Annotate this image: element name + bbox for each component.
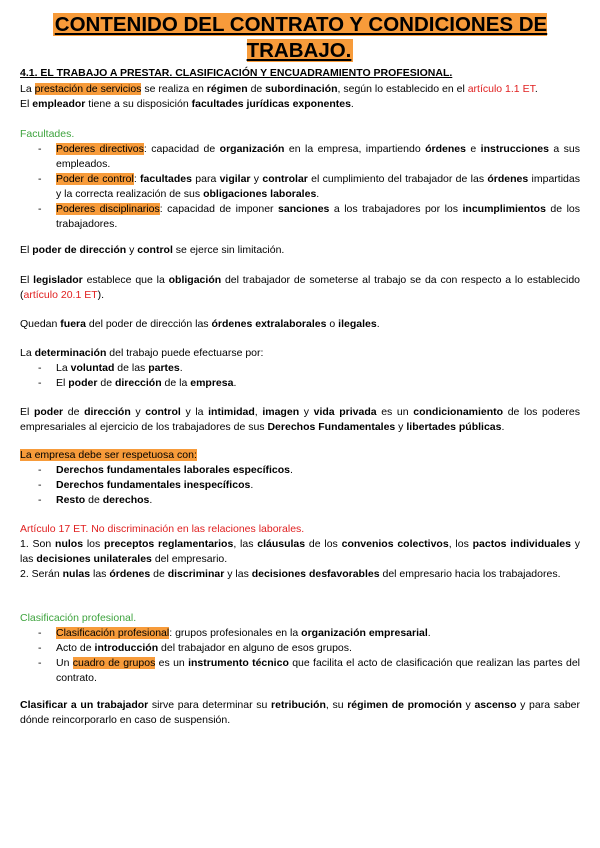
determinacion-paragraph: La determinación del trabajo puede efectuarse por:: [20, 347, 264, 359]
section-heading: 4.1. EL TRABAJO A PRESTAR. CLASIFICACIÓN Y ENCUADRAMIENTO PROFESIONAL.: [20, 67, 453, 79]
list-item: - Poder de control: facultades para vigilar y controlar el cumplimiento del trabajador de las órdenes impartidas y la correcta realización de sus obligaciones laborales.: [38, 173, 580, 200]
list-item: - Derechos fundamentales laborales específicos.: [38, 464, 293, 476]
articulo17-point-2: 2. Serán nulas las órdenes de discriminar y las decisiones desfavorables del empresario hacia los trabajadores.: [20, 568, 561, 580]
respetuosa-list: [20, 463, 580, 508]
list-item: - Clasificación profesional: grupos profesionales en la organización empresarial.: [38, 627, 431, 639]
intimidad-paragraph: El poder de dirección y control y la intimidad, imagen y vida privada es un condicionamiento de los poderes empresariales al ejercicio de los trabajadores de sus Derechos Fundamentales y libertades públicas.: [20, 406, 580, 433]
list-item: - Un cuadro de grupos es un instrumento técnico que facilita el acto de clasificación que realizan las partes del contrato.: [38, 657, 580, 684]
list-item: - El poder de dirección de la empresa.: [38, 377, 237, 389]
articulo17-point-1: 1. Son nulos los preceptos reglamentarios, las cláusulas de los convenios colectivos, los pactos individuales y las decisiones unilaterales del empresario.: [20, 538, 581, 565]
facultades-heading: Facultades.: [20, 128, 75, 140]
poder-paragraph: El poder de dirección y control se ejerce sin limitación.: [20, 244, 285, 256]
clasificacion-heading: Clasificación profesional.: [20, 612, 137, 624]
legislador-paragraph: El legislador establece que la obligación del trabajador de someterse al trabajo se da con respecto a lo establecido (artículo 20.1 ET).: [20, 274, 581, 301]
page-title: CONTENIDO DEL CONTRATO Y CONDICIONES DE TRABAJO.: [54, 13, 548, 62]
clasificar-paragraph: Clasificar a un trabajador sirve para determinar su retribución, su régimen de promoción y ascenso y para saber dónde reincorporarlo en caso de suspensión.: [20, 699, 580, 726]
clasificacion-list: [20, 626, 580, 686]
determinacion-list: [20, 361, 580, 391]
list-item: - Poderes disciplinarios: capacidad de imponer sanciones a los trabajadores por los incumplimientos de los trabajadores.: [38, 203, 580, 230]
facultades-list: [20, 142, 580, 232]
list-item: - Resto de derechos.: [38, 494, 153, 506]
intro-paragraph: La prestación de servicios se realiza en régimen de subordinación, según lo establecido en el artículo 1.1 ET. El empleador tiene a su disposición facultades jurídicas exponentes.: [20, 83, 538, 110]
list-item: - Poderes directivos: capacidad de organización en la empresa, impartiendo órdenes e instrucciones a sus empleados.: [38, 143, 581, 170]
list-item: - Acto de introducción del trabajador en alguno de esos grupos.: [38, 642, 352, 654]
quedan-paragraph: Quedan fuera del poder de dirección las órdenes extralaborales o ilegales.: [20, 318, 380, 330]
list-item: - La voluntad de las partes.: [38, 362, 183, 374]
respetuosa-heading: La empresa debe ser respetuosa con:: [20, 449, 197, 461]
list-item: - Derechos fundamentales inespecíficos.: [38, 479, 254, 491]
articulo17-heading: Artículo 17 ET. No discriminación en las relaciones laborales.: [20, 523, 305, 535]
